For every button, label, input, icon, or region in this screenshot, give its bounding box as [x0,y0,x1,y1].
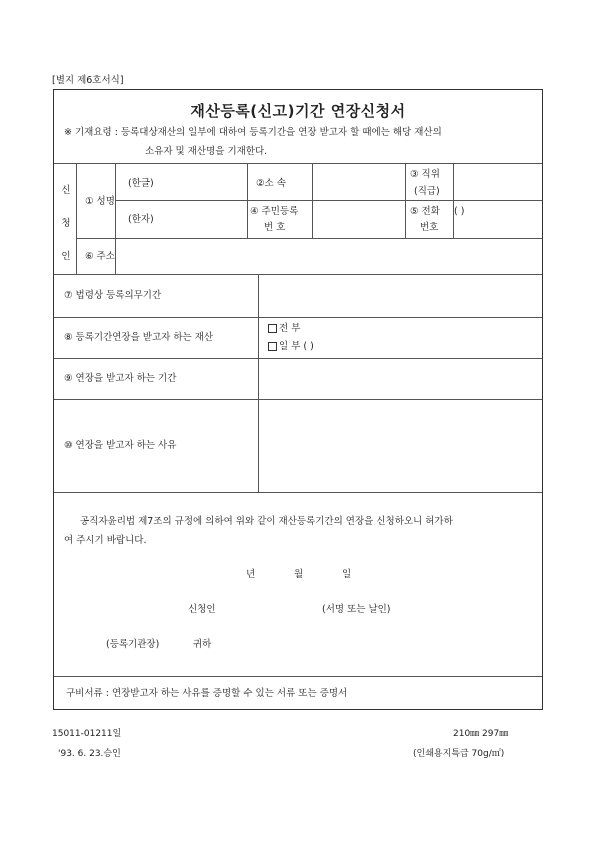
date-year-label: 년 [246,569,256,580]
signature-note: (서명 또는 날인) [322,604,391,615]
divider [54,274,542,275]
phone-label: ⑤ 전화 [410,206,440,217]
position-label: ③ 직위 [410,169,440,180]
paper-size: 210㎜ 297㎜ [453,729,509,739]
property-part-label: 일 부 ( ) [279,341,314,352]
divider [247,163,248,238]
divider [54,399,542,400]
extension-property-label: ⑧ 등록기간연장을 받고자 하는 재산 [64,332,214,343]
paper-type: (인쇄용지특급 70g/㎡) [413,749,505,759]
statement-line-2: 여 주시기 바랍니다. [64,535,147,546]
affiliation-label: ②소 속 [256,178,286,189]
position-field[interactable] [455,166,539,198]
applicant-sign-field[interactable] [226,598,316,618]
property-part-option[interactable] [268,341,314,352]
divider [115,200,542,201]
name-hanja-field[interactable] [170,204,244,234]
applicant-section-char: 청 [61,218,71,229]
address-field[interactable] [117,241,539,271]
divider [54,358,542,359]
position-grade-label: (직급) [414,186,440,197]
name-hanja-label: (한자) [128,214,154,225]
divider [76,163,77,274]
divider [54,317,542,318]
resident-number-field[interactable] [314,203,403,236]
checkbox-icon[interactable] [268,324,277,333]
required-documents: 구비서류 : 연장받고자 하는 사유를 증명할 수 있는 서류 또는 증명서 [66,688,348,699]
property-all-option[interactable] [268,323,300,334]
divider [258,274,259,492]
recipient-label: (등록기관장) [106,639,160,650]
applicant-section-char: 신 [61,185,71,196]
date-day-label: 일 [342,569,352,580]
date-month-label: 월 [294,569,304,580]
phone-label-2: 번호 [420,222,439,233]
applicant-section-char: 인 [61,251,71,262]
divider [312,163,313,238]
resident-number-label-2: 번 호 [264,222,286,233]
statutory-period-field[interactable] [260,276,540,315]
divider [76,238,542,239]
name-korean-field[interactable] [170,168,244,196]
instructions-line-1: ※ 기재요령 : 등록대상재산의 일부에 대하여 등록기간을 연장 받고자 할 때에는 해당 재산의 [64,127,442,138]
checkbox-icon[interactable] [268,342,277,351]
address-label: ⑥ 주소 [85,251,115,262]
approval-date: '93. 6. 23.승인 [58,749,121,759]
divider [54,492,542,493]
honorific-label: 귀하 [193,639,212,650]
name-korean-label: (한글) [128,178,154,189]
form-code: 15011-01211일 [52,729,122,739]
divider [54,163,542,164]
extension-reason-label: ⑩ 연장을 받고자 하는 사유 [64,440,177,451]
divider [405,163,406,238]
resident-number-label: ④ 주민등록 [250,206,299,217]
phone-area-code[interactable]: ( ) [454,206,465,217]
applicant-sign-label: 신청인 [188,604,216,615]
divider [54,676,542,677]
extension-reason-field[interactable] [260,401,540,490]
form-number-label: [별지 제6호서식] [52,75,124,86]
statutory-period-label: ⑦ 법령상 등록의무기간 [64,290,162,301]
property-all-label: 전 부 [279,323,301,334]
statement-line-1: 공직자윤리법 제7조의 규정에 의하여 위와 같이 재산등록기간의 연장을 신청하오니 허가하 [80,516,453,527]
divider [115,163,116,274]
extension-period-label: ⑨ 연장을 받고자 하는 기간 [64,373,177,384]
instructions-line-2: 소유자 및 재산명을 기재한다. [145,146,268,157]
extension-period-field[interactable] [260,360,540,397]
form-title: 재산등록(신고)기간 연장신청서 [190,102,406,120]
name-label: ① 성명 [85,196,115,207]
affiliation-field[interactable] [314,166,403,198]
divider [453,163,454,238]
